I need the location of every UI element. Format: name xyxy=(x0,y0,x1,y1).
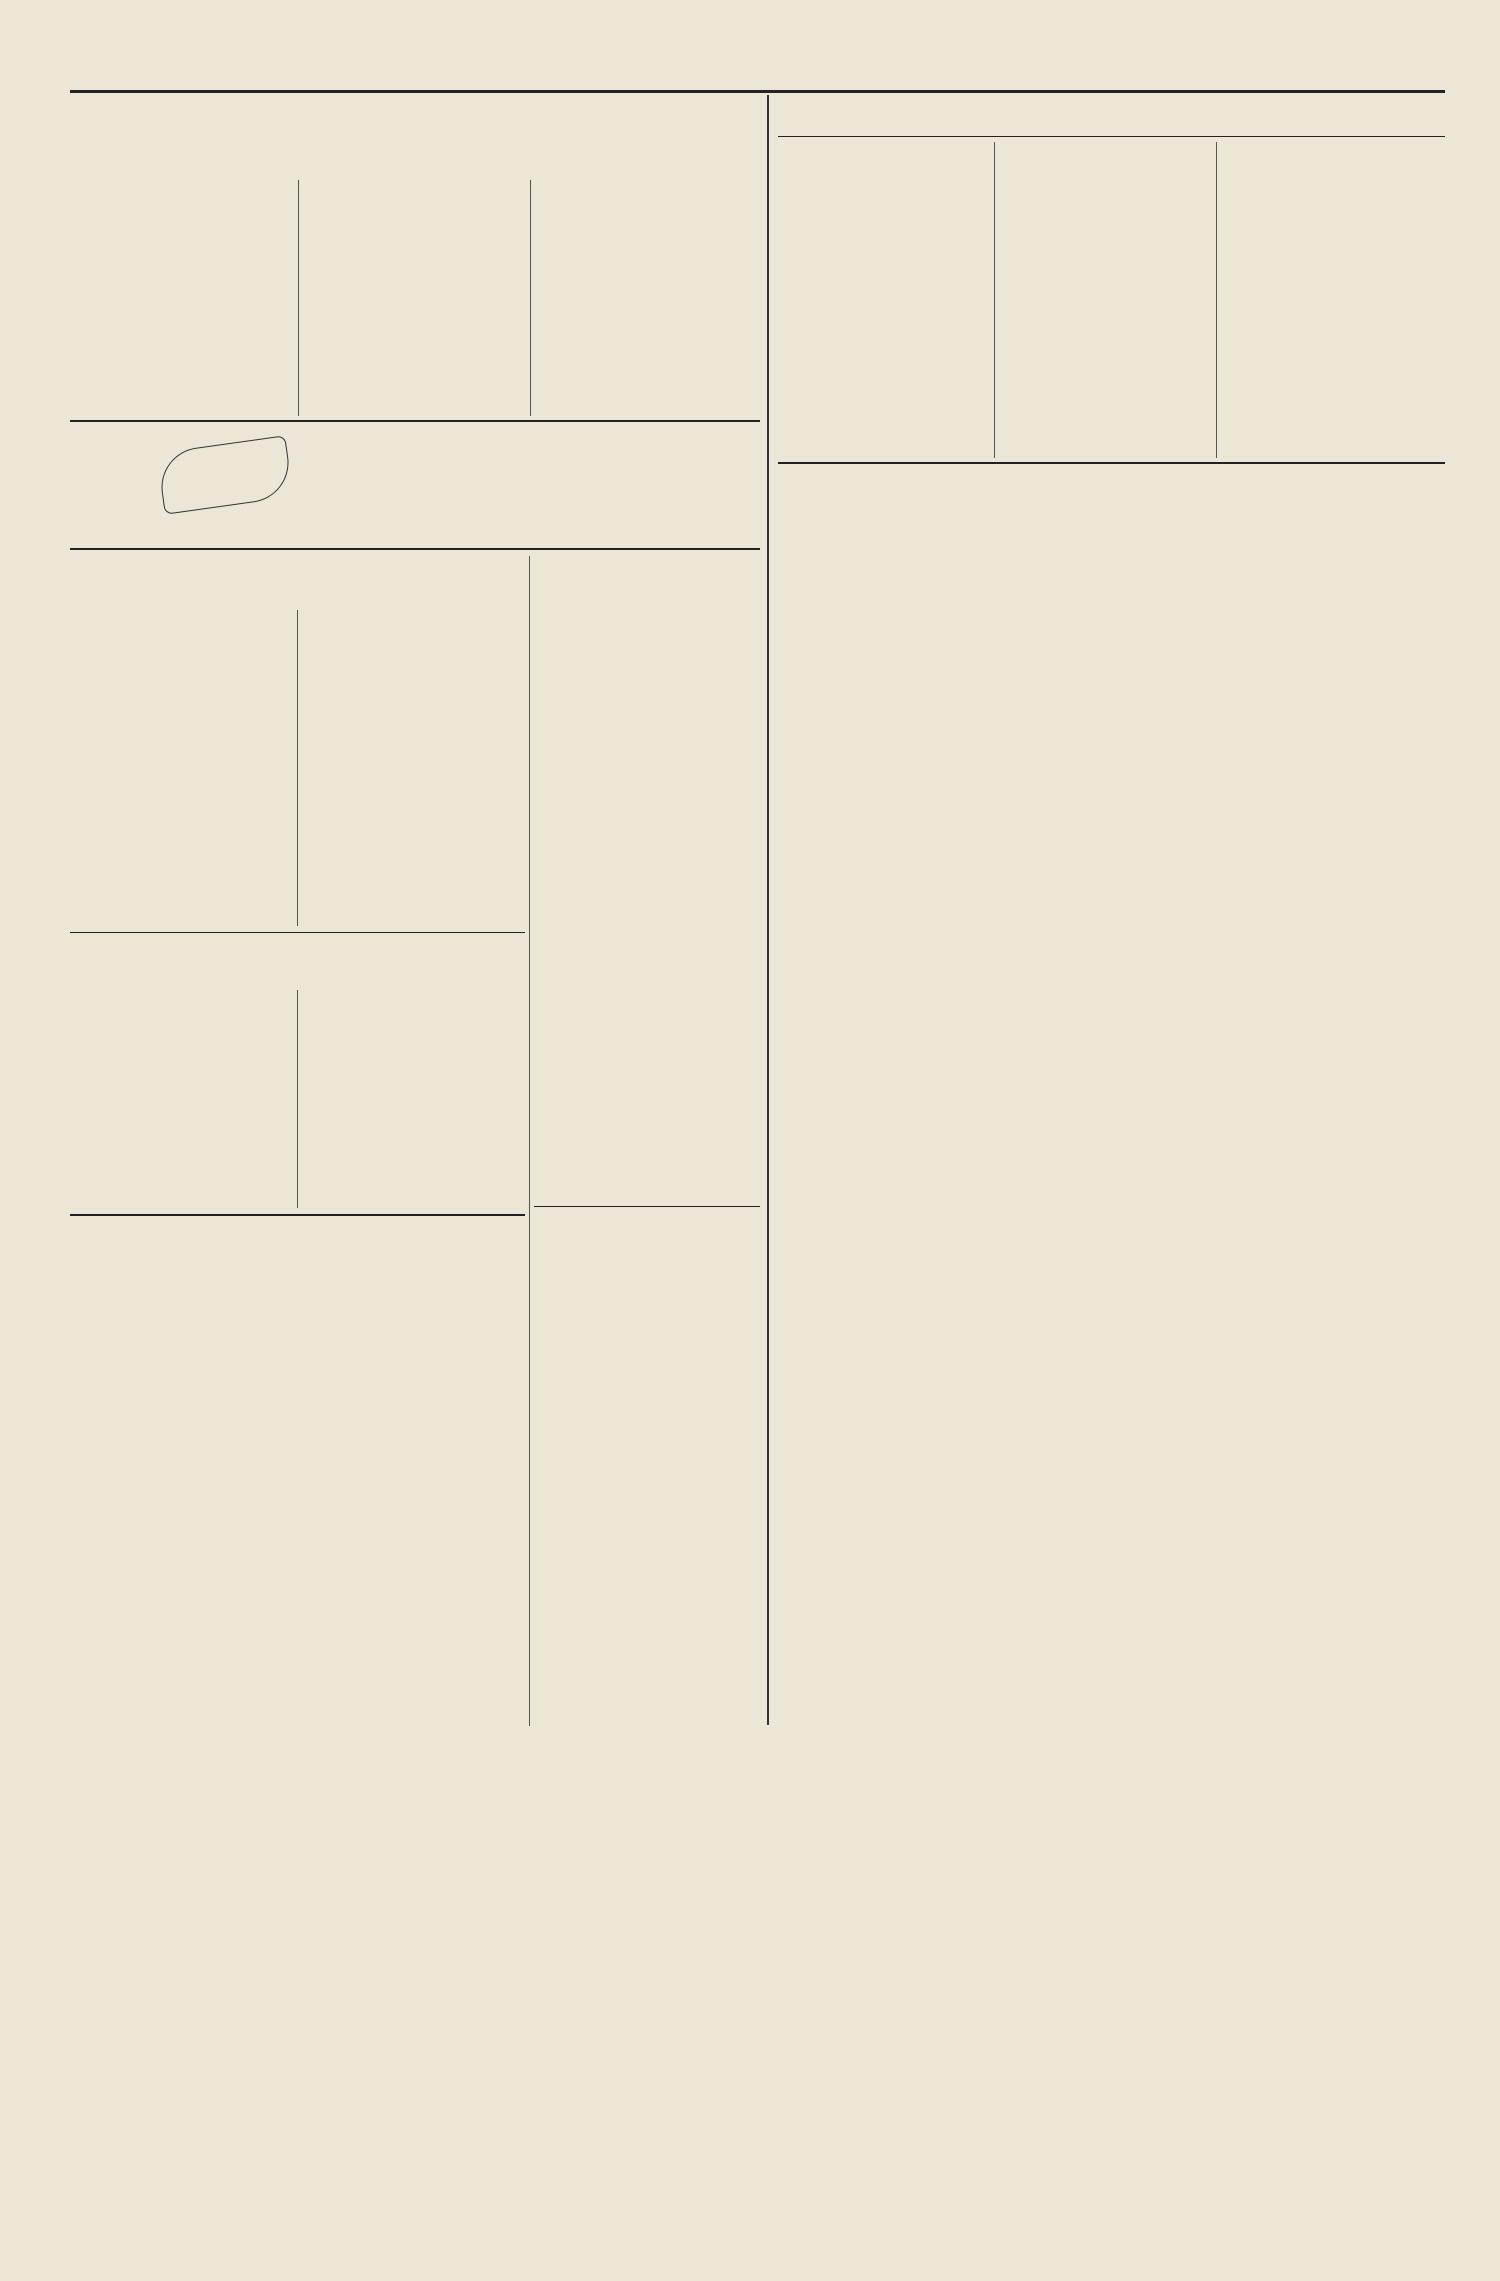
kongresszus-col-3 xyxy=(536,178,758,418)
gordulo-col-2 xyxy=(1000,142,1210,460)
masthead-rule xyxy=(70,90,1445,93)
kongresszus-col-1 xyxy=(72,178,294,418)
main-column-divider xyxy=(767,95,769,1725)
envelope-stamp xyxy=(156,435,293,514)
rakosi-col-1 xyxy=(72,610,292,926)
munkahostett-col-2 xyxy=(302,988,522,1210)
kongresszus-col-2 xyxy=(304,178,526,418)
rakosi-col-2 xyxy=(302,610,522,906)
gordulo-col-3 xyxy=(1222,142,1444,460)
munkahostett-col-1 xyxy=(72,988,292,1210)
levelezo-cont-col xyxy=(534,556,760,1206)
leveleink-title xyxy=(297,411,703,532)
gordulo-col-1 xyxy=(780,142,990,460)
